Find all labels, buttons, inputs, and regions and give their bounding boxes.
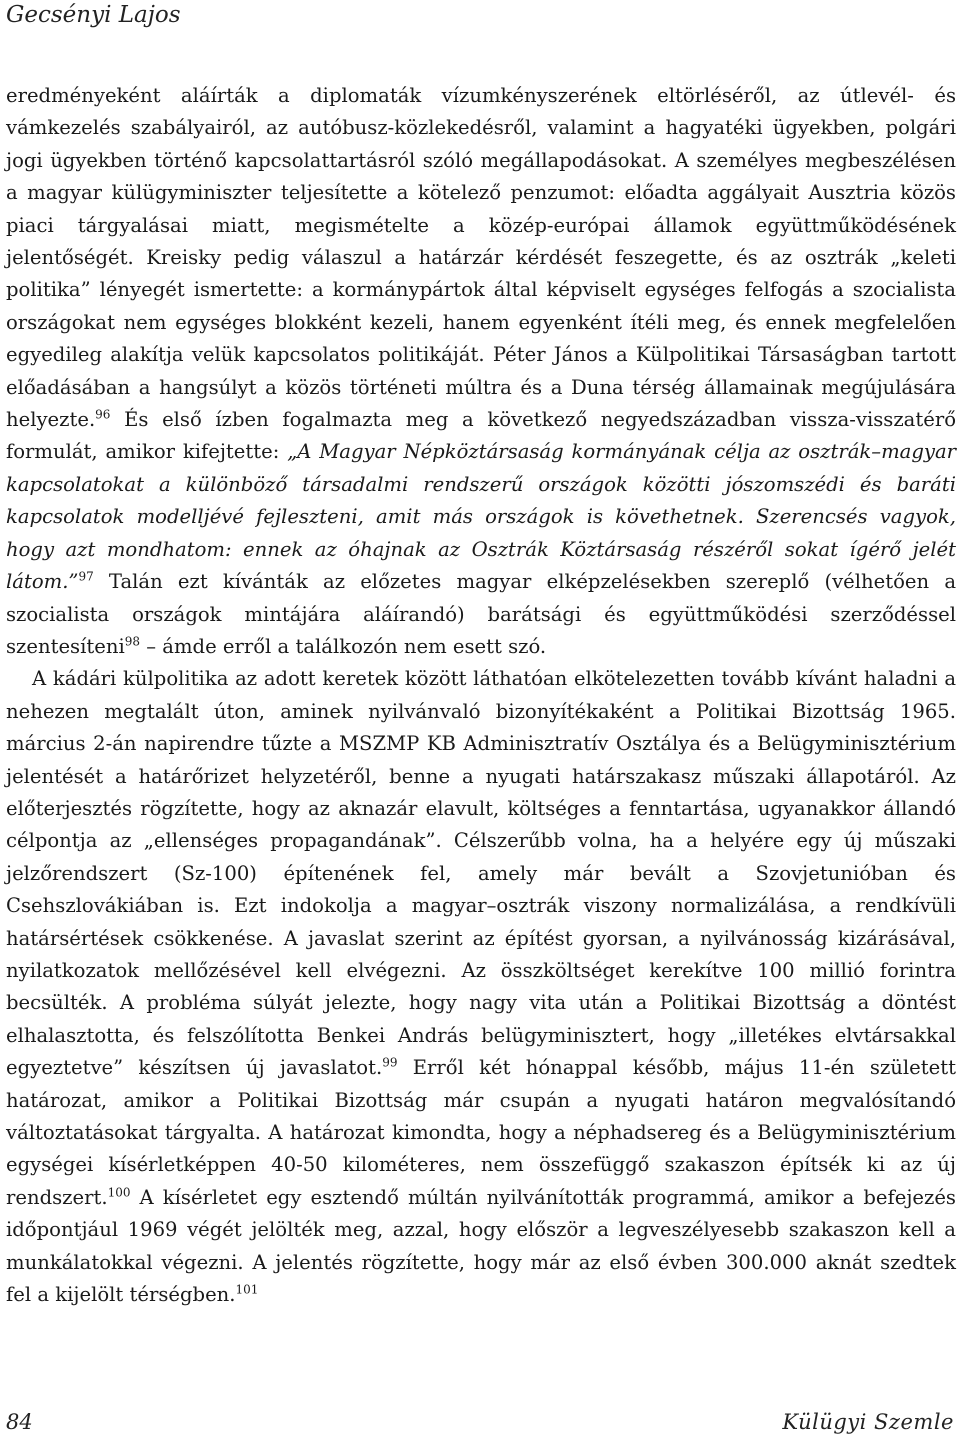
paragraph-text: eredményeként aláírták a diplomaták vízumkényszerének eltörléséről, az útlevél- és vámkezelés szabályairól, az autóbusz-közlekedésről, valamint a hagyatéki ügyekben, polgári jogi ügyekben történő kapcsolattartásról szóló megállapodásokat. A személyes megbeszélésen a magyar külügyminiszter teljesítette a kötelező penzumot: előadta aggályait Ausztria közös piaci tárgyalásai miatt, megismételte a közép-európai államok együttműködésének jelentőségét. Kreisky pedig válaszul a határzár kérdését feszegette, és az osztrák „keleti politika” lényegét ismertette: a kormánypártok által képviselt egységes felfogás a szocialista országokat nem egységes blokként kezeli, hanem egyenként ítéli meg, és ennek megfelelően egyedileg alakítja velük kapcsolatos politikáját. Péter János a Külpolitikai Társaságban tartott előadásában a hangsúlyt a közös történeti múltra és a Duna térség államainak megújulására helyezte.: [6, 84, 956, 432]
article-body: [6, 80, 956, 1311]
journal-name: Külügyi Szemle: [782, 1410, 954, 1434]
paragraph-text: Erről két hónappal később, május 11-én született határozat, amikor a Politikai Bizottság már csupán a nyugati határon megvalósítandó változtatásokat tárgyalta. A határozat kimondta, hogy a néphadsereg és a Belügyminisztérium egységei kísérletképpen 40-50 kilométeres, nem összefüggő szakaszon építsék ki az új rendszert.: [6, 1056, 956, 1209]
running-head-author: Gecsényi Lajos: [6, 2, 181, 28]
paragraph-text: A kísérletet egy esztendő múltán nyilvánították programmá, amikor a befejezés időpontjául 1969 végét jelölték meg, azzal, hogy először a legveszélyesebb szakaszon kell a munkálatokkal végezni. A jelentés rögzítette, hogy már az első évben 300.000 aknát szedtek fel a kijelölt térségben.: [6, 1185, 956, 1307]
quotation: „A Magyar Népköztársaság kormányának célja az osztrák–magyar kapcsolatokat a különböző társadalmi rendszerű országok közötti jószomszédi és baráti kapcsolatok modelljévé fejleszteni, amit más országok is követhetnek. Szerencsés vagyok, hogy azt mondhatom: ennek az óhajnak az Osztrák Köztársaság részéről sokat ígérő jelét látom.”: [6, 440, 956, 594]
page-number: 84: [6, 1410, 33, 1434]
paragraph-text: Talán ezt kívánták az előzetes magyar elképzelésekben szereplő (vélhetően a szocialista országok mintájára aláírandó) barátsági és együttműködési szerződéssel szentesíteni: [6, 570, 956, 658]
paragraph-text: És első ízben fogalmazta meg a következő negyedszázadban vissza-visszatérő formulát, amikor kifejtette:: [6, 408, 956, 464]
footnote-ref-96[interactable]: 96: [95, 407, 111, 422]
paragraph: [6, 80, 956, 663]
paragraph-text: A kádári külpolitika az adott keretek között láthatóan elkötelezetten tovább kívánt haladni a nehezen megtalált úton, aminek nyilvánvaló bizonyítékaként a Politikai Bizottság 1965. március 2-án napirendre tűzte a MSZMP KB Adminisztratív Osztálya és a Belügyminisztérium jelentését a határőrizet helyzetéről, benne a nyugati határszakasz műszaki állapotáról. Az előterjesztés rögzítette, hogy az aknazár elavult, költséges a fenntartása, ugyanakkor állandó célpontja az „ellenséges propagandának”. Célszerűbb volna, ha a helyére egy új műszaki jelzőrendszert (Sz-100) építenének fel, amely már bevált a Szovjetunióban és Csehszlovákiában is. Ezt indokolja a magyar–osztrák viszony normalizálása, a rendkívüli határsértések csökkenése. A javaslat szerint az építést gyorsan, a nyilvánosság kizárásával, nyilatkozatok mellőzésével kell elvégezni. Az összköltséget kerekítve 100 millió forintra becsülték. A probléma súlyát jelezte, hogy nagy vita után a Politikai Bizottság a döntést elhalasztotta, és felszólította Benkei András belügyminisztert, hogy „illetékes elvtársakkal egyeztetve” készítsen új javaslatot.: [6, 667, 956, 1080]
footnote-ref-100[interactable]: 100: [107, 1185, 131, 1200]
footnote-ref-97[interactable]: 97: [78, 569, 94, 584]
paragraph-text: – ámde erről a találkozón nem esett szó.: [140, 634, 547, 658]
footnote-ref-101[interactable]: 101: [235, 1282, 259, 1297]
paragraph: [6, 663, 956, 1311]
footnote-ref-99[interactable]: 99: [382, 1055, 398, 1070]
footnote-ref-98[interactable]: 98: [124, 634, 141, 649]
